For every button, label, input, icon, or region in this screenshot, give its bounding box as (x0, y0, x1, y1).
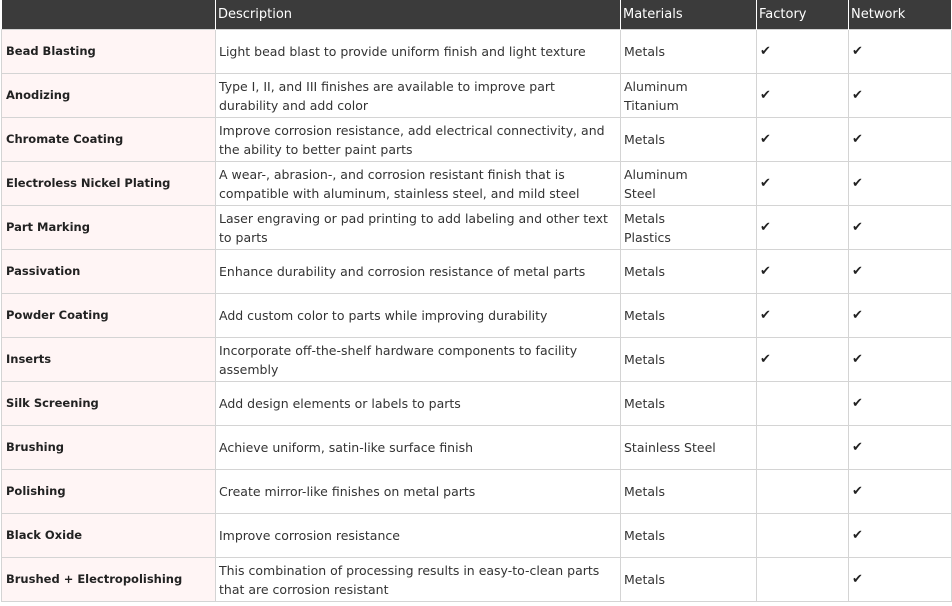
row-materials (621, 382, 757, 426)
material-item: Titanium (624, 97, 679, 113)
row-factory-cell (757, 118, 849, 162)
row-materials (621, 558, 757, 602)
row-factory-cell (757, 294, 849, 338)
header-factory: Factory (757, 0, 849, 30)
row-materials (621, 514, 757, 558)
row-network-cell (849, 382, 952, 426)
checkmark-icon: ✔ (760, 44, 771, 59)
row-network-cell (849, 206, 952, 250)
checkmark-icon: ✔ (852, 440, 863, 455)
row-description: Incorporate off-the-shelf hardware components to facility assembly (216, 338, 621, 382)
row-materials (621, 30, 757, 74)
checkmark-icon: ✔ (852, 88, 863, 103)
row-materials (621, 118, 757, 162)
row-description: Improve corrosion resistance (216, 514, 621, 558)
row-network-cell (849, 250, 952, 294)
row-materials (621, 426, 757, 470)
material-item: Metals (624, 572, 666, 587)
checkmark-icon: ✔ (760, 176, 771, 191)
row-materials (621, 294, 757, 338)
row-materials (621, 162, 757, 206)
row-factory-cell (757, 162, 849, 206)
checkmark-icon: ✔ (852, 220, 863, 235)
checkmark-icon: ✔ (852, 484, 863, 499)
header-network: Network (849, 0, 952, 30)
table-row (2, 558, 952, 602)
material-item: Metals (624, 308, 666, 323)
checkmark-icon: ✔ (760, 220, 771, 235)
row-description: Light bead blast to provide uniform finish and light texture (216, 30, 621, 74)
row-factory-cell (757, 470, 849, 514)
row-network-cell (849, 514, 952, 558)
row-finish-name: Bead Blasting (2, 30, 216, 74)
table-row (2, 250, 952, 294)
material-item: Aluminum (624, 78, 688, 94)
row-network-cell (849, 30, 952, 74)
row-materials (621, 206, 757, 250)
table-row (2, 30, 952, 74)
material-item: Metals (624, 484, 666, 499)
header-name (2, 0, 216, 30)
checkmark-icon: ✔ (852, 264, 863, 279)
row-finish-name: Brushed + Electropolishing (2, 558, 216, 602)
material-item: Metals (624, 528, 666, 543)
material-item: Stainless Steel (624, 440, 716, 455)
row-factory-cell (757, 426, 849, 470)
checkmark-icon: ✔ (852, 132, 863, 147)
checkmark-icon: ✔ (760, 308, 771, 323)
row-materials (621, 74, 757, 118)
table-row (2, 514, 952, 558)
table-row (2, 206, 952, 250)
material-item: Metals (624, 264, 666, 279)
row-materials (621, 250, 757, 294)
row-finish-name: Inserts (2, 338, 216, 382)
row-description: Improve corrosion resistance, add electrical connectivity, and the ability to better paint parts (216, 118, 621, 162)
row-factory-cell (757, 514, 849, 558)
table-row (2, 74, 952, 118)
checkmark-icon: ✔ (760, 88, 771, 103)
table-body (2, 30, 952, 602)
row-network-cell (849, 558, 952, 602)
row-finish-name: Black Oxide (2, 514, 216, 558)
table-row (2, 470, 952, 514)
row-finish-name: Part Marking (2, 206, 216, 250)
row-factory-cell (757, 250, 849, 294)
checkmark-icon: ✔ (760, 352, 771, 367)
checkmark-icon: ✔ (852, 528, 863, 543)
row-materials (621, 470, 757, 514)
header-description: Description (216, 0, 621, 30)
table-row (2, 162, 952, 206)
header-materials: Materials (621, 0, 757, 30)
table-row (2, 118, 952, 162)
row-network-cell (849, 338, 952, 382)
row-materials (621, 338, 757, 382)
row-description: A wear-, abrasion-, and corrosion resistant finish that is compatible with aluminum, stainless steel, and mild steel (216, 162, 621, 206)
material-item: Metals (624, 210, 666, 226)
table-row (2, 338, 952, 382)
row-finish-name: Passivation (2, 250, 216, 294)
row-factory-cell (757, 30, 849, 74)
row-finish-name: Polishing (2, 470, 216, 514)
row-finish-name: Anodizing (2, 74, 216, 118)
row-description: This combination of processing results in easy-to-clean parts that are corrosion resistant (216, 558, 621, 602)
row-network-cell (849, 426, 952, 470)
row-description: Enhance durability and corrosion resistance of metal parts (216, 250, 621, 294)
row-factory-cell (757, 338, 849, 382)
checkmark-icon: ✔ (852, 396, 863, 411)
row-description: Achieve uniform, satin-like surface finish (216, 426, 621, 470)
checkmark-icon: ✔ (852, 44, 863, 59)
row-network-cell (849, 470, 952, 514)
row-finish-name: Electroless Nickel Plating (2, 162, 216, 206)
row-finish-name: Chromate Coating (2, 118, 216, 162)
table-header-row (2, 0, 952, 30)
table-row (2, 382, 952, 426)
row-description: Add design elements or labels to parts (216, 382, 621, 426)
row-description: Create mirror-like finishes on metal parts (216, 470, 621, 514)
row-finish-name: Silk Screening (2, 382, 216, 426)
row-description: Type I, II, and III finishes are available to improve part durability and add color (216, 74, 621, 118)
checkmark-icon: ✔ (852, 308, 863, 323)
row-factory-cell (757, 558, 849, 602)
checkmark-icon: ✔ (852, 176, 863, 191)
material-item: Metals (624, 352, 666, 367)
table-row (2, 294, 952, 338)
row-description: Laser engraving or pad printing to add labeling and other text to parts (216, 206, 621, 250)
checkmark-icon: ✔ (852, 572, 863, 587)
checkmark-icon: ✔ (760, 132, 771, 147)
row-network-cell (849, 118, 952, 162)
row-factory-cell (757, 206, 849, 250)
checkmark-icon: ✔ (852, 352, 863, 367)
material-item: Metals (624, 44, 666, 59)
material-item: Metals (624, 396, 666, 411)
row-factory-cell (757, 74, 849, 118)
material-item: Metals (624, 132, 666, 147)
finishing-options-table (1, 0, 952, 602)
table-row (2, 426, 952, 470)
material-item: Steel (624, 185, 656, 201)
row-factory-cell (757, 382, 849, 426)
row-network-cell (849, 162, 952, 206)
material-item: Aluminum (624, 166, 688, 182)
material-item: Plastics (624, 229, 671, 245)
row-description: Add custom color to parts while improving durability (216, 294, 621, 338)
row-finish-name: Brushing (2, 426, 216, 470)
row-network-cell (849, 74, 952, 118)
row-network-cell (849, 294, 952, 338)
checkmark-icon: ✔ (760, 264, 771, 279)
row-finish-name: Powder Coating (2, 294, 216, 338)
